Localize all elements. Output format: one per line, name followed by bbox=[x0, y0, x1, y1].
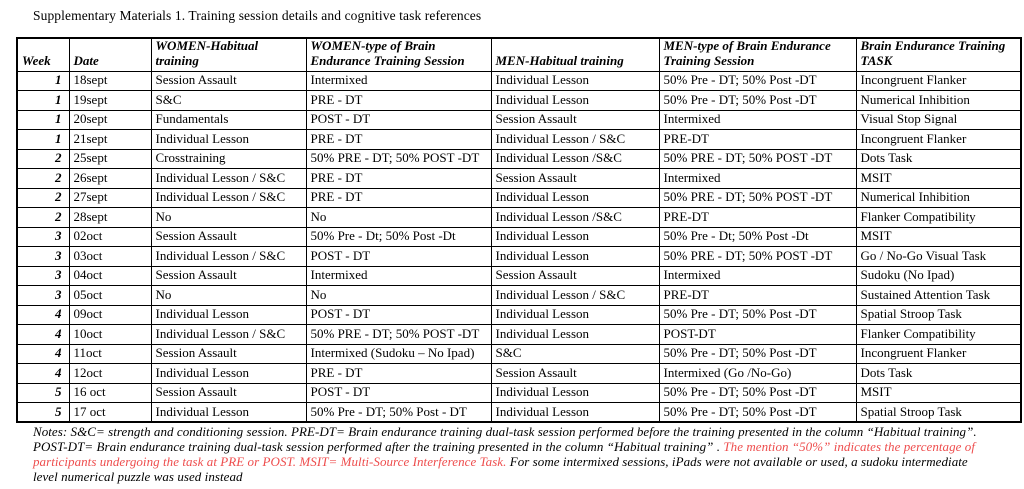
table-header-row bbox=[17, 38, 1021, 71]
column-header-women-habitual-training: WOMEN-Habitual training bbox=[151, 38, 306, 71]
table-cell: Session Assault bbox=[151, 71, 306, 91]
table-cell: 21sept bbox=[69, 130, 151, 150]
notes-text-red-highlight: The mention “50%” indicates the percentage of participants undergoing the task at PRE or POST. MSIT= Multi-Source Interference Task. bbox=[33, 439, 975, 469]
table-cell: Numerical Inhibition bbox=[856, 188, 1021, 208]
table-cell: Individual Lesson / S&C bbox=[151, 169, 306, 189]
table-row bbox=[17, 227, 1021, 247]
table-row bbox=[17, 110, 1021, 130]
table-cell: 4 bbox=[17, 344, 69, 364]
column-header-week: Week bbox=[17, 38, 69, 71]
table-cell: S&C bbox=[151, 91, 306, 111]
table-cell: Individual Lesson bbox=[491, 305, 659, 325]
table-cell: PRE-DT bbox=[659, 286, 856, 306]
table-cell: 27sept bbox=[69, 188, 151, 208]
table-cell: S&C bbox=[491, 344, 659, 364]
table-cell: Intermixed bbox=[659, 169, 856, 189]
table-row bbox=[17, 71, 1021, 91]
notes-text-part2: For some intermixed sessions, iPads were not available or used, a sudoku intermediate level numerical puzzle was used instead bbox=[33, 454, 968, 484]
table-cell: 50% Pre - DT; 50% Post -DT bbox=[659, 91, 856, 111]
table-cell: 28sept bbox=[69, 208, 151, 228]
table-cell: Individual Lesson bbox=[151, 305, 306, 325]
table-cell: PRE - DT bbox=[306, 91, 491, 111]
table-cell: PRE - DT bbox=[306, 364, 491, 384]
table-cell: PRE-DT bbox=[659, 130, 856, 150]
table-cell: 20sept bbox=[69, 110, 151, 130]
table-cell: 50% PRE - DT; 50% POST -DT bbox=[659, 149, 856, 169]
table-cell: 17 oct bbox=[69, 403, 151, 423]
table-cell: 19sept bbox=[69, 91, 151, 111]
table-cell: POST - DT bbox=[306, 110, 491, 130]
table-cell: Incongruent Flanker bbox=[856, 344, 1021, 364]
table-cell: Intermixed (Sudoku – No Ipad) bbox=[306, 344, 491, 364]
table-cell: Individual Lesson bbox=[491, 403, 659, 423]
table-cell: Spatial Stroop Task bbox=[856, 305, 1021, 325]
table-cell: 03oct bbox=[69, 247, 151, 267]
table-cell: Session Assault bbox=[151, 266, 306, 286]
table-cell: No bbox=[151, 286, 306, 306]
table-cell: 11oct bbox=[69, 344, 151, 364]
table-row bbox=[17, 188, 1021, 208]
table-cell: Individual Lesson bbox=[491, 91, 659, 111]
table-cell: Incongruent Flanker bbox=[856, 71, 1021, 91]
table-cell: Fundamentals bbox=[151, 110, 306, 130]
table-cell: Intermixed bbox=[659, 110, 856, 130]
table-cell: Sustained Attention Task bbox=[856, 286, 1021, 306]
table-row bbox=[17, 169, 1021, 189]
table-cell: MSIT bbox=[856, 169, 1021, 189]
table-cell: Individual Lesson /S&C bbox=[491, 208, 659, 228]
table-cell: Session Assault bbox=[491, 169, 659, 189]
table-cell: Intermixed bbox=[306, 266, 491, 286]
table-row bbox=[17, 383, 1021, 403]
table-cell: PRE - DT bbox=[306, 169, 491, 189]
table-cell: PRE-DT bbox=[659, 208, 856, 228]
table-row bbox=[17, 247, 1021, 267]
table-cell: 1 bbox=[17, 130, 69, 150]
table-cell: 25sept bbox=[69, 149, 151, 169]
table-cell: Individual Lesson bbox=[151, 403, 306, 423]
table-cell: Crosstraining bbox=[151, 149, 306, 169]
table-cell: 2 bbox=[17, 149, 69, 169]
table-cell: Individual Lesson bbox=[491, 383, 659, 403]
table-row bbox=[17, 208, 1021, 228]
table-row bbox=[17, 344, 1021, 364]
table-body bbox=[17, 71, 1021, 422]
table-cell: 16 oct bbox=[69, 383, 151, 403]
table-row bbox=[17, 149, 1021, 169]
table-cell: Session Assault bbox=[491, 364, 659, 384]
table-row bbox=[17, 286, 1021, 306]
table-cell: 50% Pre - DT; 50% Post -DT bbox=[659, 305, 856, 325]
table-cell: Individual Lesson / S&C bbox=[491, 130, 659, 150]
table-cell: POST-DT bbox=[659, 325, 856, 345]
table-cell: MSIT bbox=[856, 383, 1021, 403]
table-cell: 50% Pre - DT; 50% Post -DT bbox=[659, 71, 856, 91]
table-cell: 04oct bbox=[69, 266, 151, 286]
table-cell: Spatial Stroop Task bbox=[856, 403, 1021, 423]
table-cell: 12oct bbox=[69, 364, 151, 384]
table-cell: 50% Pre - DT; 50% Post -DT bbox=[659, 403, 856, 423]
column-header-men-habitual-training: MEN-Habitual training bbox=[491, 38, 659, 71]
table-cell: Individual Lesson bbox=[491, 227, 659, 247]
table-cell: Individual Lesson / S&C bbox=[491, 286, 659, 306]
table-cell: 50% PRE - DT; 50% POST -DT bbox=[659, 247, 856, 267]
notes bbox=[33, 424, 991, 484]
table-cell: POST - DT bbox=[306, 247, 491, 267]
table-cell: 02oct bbox=[69, 227, 151, 247]
table-cell: Individual Lesson bbox=[151, 364, 306, 384]
table-cell: Individual Lesson bbox=[491, 71, 659, 91]
notes-text-part1: Notes: S&C= strength and conditioning session. PRE-DT= Brain endurance training dual-task session performed before the training presented in the column “Habitual training”. POST-DT= Brain endurance training dual-task session performed after the training presented in the column “Habitual training” . bbox=[33, 424, 977, 454]
table-cell: 3 bbox=[17, 266, 69, 286]
table-cell: Individual Lesson / S&C bbox=[151, 325, 306, 345]
table-cell: Session Assault bbox=[491, 110, 659, 130]
table-cell: Individual Lesson / S&C bbox=[151, 247, 306, 267]
table-cell: 50% PRE - DT; 50% POST -DT bbox=[659, 188, 856, 208]
column-header-date: Date bbox=[69, 38, 151, 71]
table-cell: 2 bbox=[17, 188, 69, 208]
table-cell: 4 bbox=[17, 364, 69, 384]
table-cell: 50% Pre - Dt; 50% Post -Dt bbox=[306, 227, 491, 247]
table-cell: Dots Task bbox=[856, 364, 1021, 384]
table-row bbox=[17, 130, 1021, 150]
table-cell: POST - DT bbox=[306, 305, 491, 325]
table-cell: 09oct bbox=[69, 305, 151, 325]
table-cell: 3 bbox=[17, 227, 69, 247]
table-cell: 50% Pre - DT; 50% Post -DT bbox=[659, 383, 856, 403]
table-cell: 3 bbox=[17, 286, 69, 306]
table-cell: Session Assault bbox=[151, 383, 306, 403]
table-cell: Session Assault bbox=[151, 344, 306, 364]
table-row bbox=[17, 325, 1021, 345]
table-row bbox=[17, 403, 1021, 423]
table-row bbox=[17, 266, 1021, 286]
table-cell: 1 bbox=[17, 71, 69, 91]
table-cell: Session Assault bbox=[491, 266, 659, 286]
table-cell: 05oct bbox=[69, 286, 151, 306]
table-cell: Intermixed bbox=[659, 266, 856, 286]
column-header-men-bet-session-type: MEN-type of Brain Endurance Training Session bbox=[659, 38, 856, 71]
table-cell: PRE - DT bbox=[306, 188, 491, 208]
table-cell: 5 bbox=[17, 403, 69, 423]
table-cell: 50% Pre - DT; 50% Post - DT bbox=[306, 403, 491, 423]
table-cell: 50% Pre - DT; 50% Post -DT bbox=[659, 344, 856, 364]
table-cell: 50% PRE - DT; 50% POST -DT bbox=[306, 149, 491, 169]
table-cell: Numerical Inhibition bbox=[856, 91, 1021, 111]
table-cell: No bbox=[151, 208, 306, 228]
table-cell: Individual Lesson bbox=[491, 325, 659, 345]
table-cell: Visual Stop Signal bbox=[856, 110, 1021, 130]
table-cell: Sudoku (No Ipad) bbox=[856, 266, 1021, 286]
column-header-women-bet-session-type: WOMEN-type of Brain Endurance Training Session bbox=[306, 38, 491, 71]
table-cell: 1 bbox=[17, 110, 69, 130]
table-cell: Intermixed (Go /No-Go) bbox=[659, 364, 856, 384]
table-cell: 18sept bbox=[69, 71, 151, 91]
table-cell: PRE - DT bbox=[306, 130, 491, 150]
table-cell: 10oct bbox=[69, 325, 151, 345]
table-cell: 2 bbox=[17, 208, 69, 228]
page-title: Supplementary Materials 1. Training session details and cognitive task references bbox=[33, 8, 482, 23]
table-cell: 3 bbox=[17, 247, 69, 267]
table-cell: 50% PRE - DT; 50% POST -DT bbox=[306, 325, 491, 345]
table-cell: Go / No-Go Visual Task bbox=[856, 247, 1021, 267]
table-cell: Incongruent Flanker bbox=[856, 130, 1021, 150]
table-cell: Flanker Compatibility bbox=[856, 325, 1021, 345]
training-sessions-table bbox=[16, 37, 1022, 423]
table-cell: Individual Lesson bbox=[491, 188, 659, 208]
table-cell: Individual Lesson /S&C bbox=[491, 149, 659, 169]
table-row bbox=[17, 91, 1021, 111]
column-header-bet-task: Brain Endurance Training TASK bbox=[856, 38, 1021, 71]
table-header bbox=[17, 38, 1021, 71]
table-cell: 2 bbox=[17, 169, 69, 189]
table-cell: No bbox=[306, 208, 491, 228]
table-cell: Intermixed bbox=[306, 71, 491, 91]
table-cell: Session Assault bbox=[151, 227, 306, 247]
table-cell: Dots Task bbox=[856, 149, 1021, 169]
table-cell: 4 bbox=[17, 305, 69, 325]
table-cell: 1 bbox=[17, 91, 69, 111]
table-cell: Individual Lesson bbox=[151, 130, 306, 150]
table-cell: 4 bbox=[17, 325, 69, 345]
table-cell: No bbox=[306, 286, 491, 306]
table-row bbox=[17, 364, 1021, 384]
table-cell: Individual Lesson / S&C bbox=[151, 188, 306, 208]
table-row bbox=[17, 305, 1021, 325]
table-cell: 50% Pre - Dt; 50% Post -Dt bbox=[659, 227, 856, 247]
table-cell: 5 bbox=[17, 383, 69, 403]
table-cell: 26sept bbox=[69, 169, 151, 189]
table-cell: MSIT bbox=[856, 227, 1021, 247]
table-cell: Individual Lesson bbox=[491, 247, 659, 267]
table-cell: Flanker Compatibility bbox=[856, 208, 1021, 228]
table-cell: POST - DT bbox=[306, 383, 491, 403]
